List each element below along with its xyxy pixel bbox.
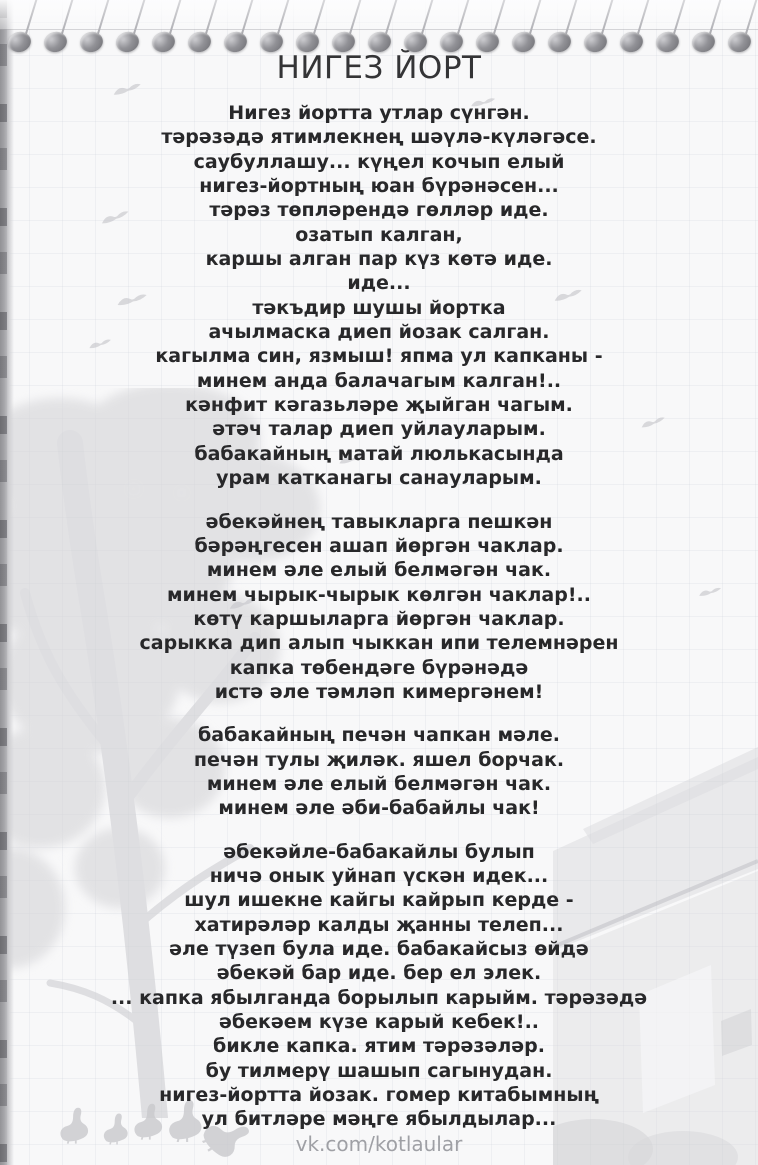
poem-line: хатирәләр калды җанны телеп... [194,913,564,936]
spiral-ring-icon [510,0,546,62]
spiral-ring-icon [6,0,42,62]
spiral-ring-icon [654,0,690,62]
spiral-ring-icon [474,0,510,62]
poem-line: әбекәйле-бабакайлы булып [223,840,535,863]
poem-line: тәкъдир шушы йортка [252,296,506,319]
poem-line: бәрәңгесен ашап йөргән чаклар. [194,534,564,557]
poem-line: көтү каршыларга йөргән чаклар. [193,607,565,630]
spiral-ring-icon [294,0,330,62]
poem-line: нигез-йортта йозак. гомер китабымның [159,1084,599,1107]
stanza [28,101,730,491]
poem-line: каршы алган пар күз көтә иде. [205,248,553,271]
poem-line: бикле капка. ятим тәрәзәләр. [213,1035,545,1058]
poem-line: минем чырык-чырык көлгән чаклар!.. [167,583,591,606]
poem-line: истә әле тәмләп кимергәнем! [214,680,544,703]
poem-line: кагылма син, язмыш! япма ул капканы - [155,345,603,368]
poem-line: нигез-йортның юан бүрәнәсен... [199,175,559,198]
spiral-ring-icon [546,0,582,62]
spiral-ring-icon [114,0,150,62]
spiral-ring-icon [78,0,114,62]
poem-line: әтәч талар диеп уйлауларым. [212,418,546,441]
poem [28,89,730,1132]
poem-line: әбекәем күзе карый кебек!.. [218,1011,540,1034]
watermark-url: vk.com/kotlaular [295,1132,463,1156]
poem-line: кәнфит кәгазьләре җыйган чагым. [185,394,573,417]
spiral-ring-icon [402,0,438,62]
poem-line: бабакайның печән чапкан мәле. [197,724,561,747]
spiral-ring-icon [690,0,726,62]
poem-line: ул битләре мәңге ябылдылар... [201,1108,557,1131]
spiral-ring-icon [582,0,618,62]
poem-line: Нигез йортта утлар сүнгән. [228,102,530,124]
poem-line: әбекәй бар иде. бер ел элек. [216,962,542,985]
spiral-ring-icon [150,0,186,62]
page-edge [0,0,14,1165]
poem-line: ачылмаска диеп йозак салган. [208,321,550,344]
poem-line: минем әле елый белмәгән чак. [206,772,552,795]
spiral-binding [0,0,758,62]
stanza [28,510,730,705]
poem-line: иде... [347,272,411,295]
poem-line: тәрәзәдә ятимлекнең шәүлә-күләгәсе. [161,126,597,149]
spiral-ring-icon [726,0,758,62]
poem-line: ... капка ябылганда борылып карыйм. тәрәзәдә [110,986,648,1009]
stanza [28,723,730,820]
poem-line: әле түзеп була иде. бабакайсыз өйдә [169,938,589,960]
poem-line: минем әле елый белмәгән чак. [206,559,552,582]
poem-line: минем әле әби-бабайлы чак! [218,797,540,820]
spiral-ring-icon [258,0,294,62]
spiral-ring-icon [438,0,474,62]
spiral-ring-icon [222,0,258,62]
poem-line: сарыкка дип алып чыккан ипи телемнәрен [139,632,619,655]
spiral-ring-icon [330,0,366,62]
poem-line: озатып калган, [295,223,463,246]
poem-line: саубуллашу... күңел кочып елый [193,150,565,173]
poem-line: әбекәйнең тавыкларга пешкән [205,510,553,533]
poem-line: минем анда балачагым калган!.. [196,369,562,392]
spiral-ring-icon [366,0,402,62]
page-title: НИГЕЗ ЙОРТ [276,50,482,86]
poem-line: печән тулы җиләк. яшел борчак. [193,748,565,771]
poem-line: капка төбендәге бүрәнәдә [229,656,529,679]
poem-line: тәрәз төпләрендә гөлләр иде. [209,199,549,222]
poem-line: урам катканагы санауларым. [216,467,542,490]
poem-line: ничә онык уйнап үскән идек... [209,864,549,887]
spiral-ring-icon [186,0,222,62]
poem-line: шул ишекне кайгы кайрып керде - [184,889,574,912]
poem-line: бабакайның матай люлькасында [194,442,564,465]
spiral-ring-icon [42,0,78,62]
spiral-ring-icon [618,0,654,62]
stanza [28,840,730,1132]
poem-line: бу тилмерү шашып сагынудан. [205,1059,553,1082]
